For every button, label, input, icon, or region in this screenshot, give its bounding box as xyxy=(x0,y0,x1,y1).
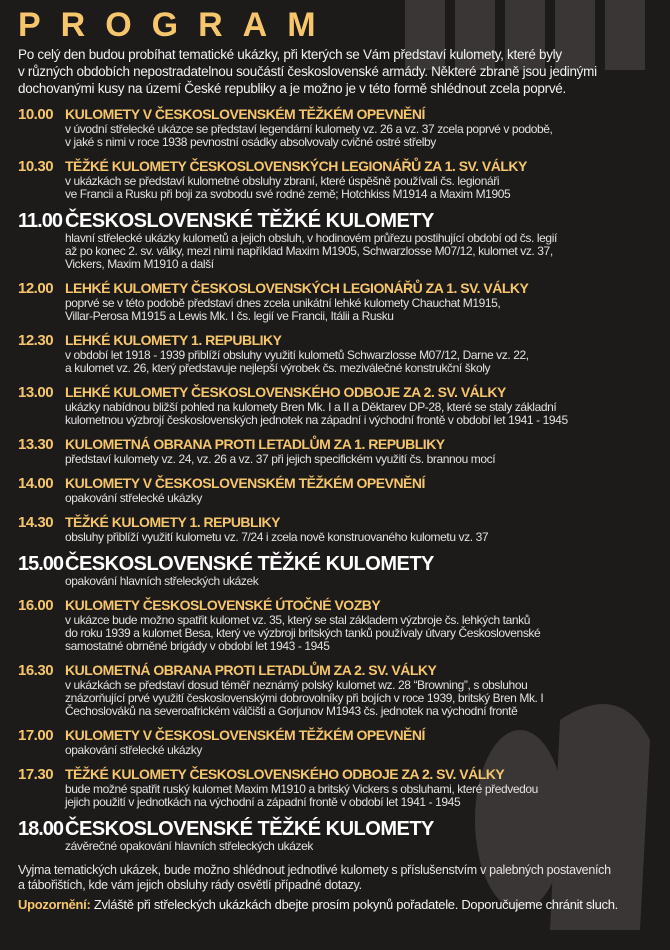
entry-time: 10.30 xyxy=(18,158,54,175)
program-entry xyxy=(18,210,660,271)
entry-title: LEHKÉ KULOMETY 1. REPUBLIKY xyxy=(65,332,282,348)
entry-time: 12.30 xyxy=(18,332,54,349)
description-line: Villar-Perosa M1915 a Lewis Mk. I čs. legií ve Francii, Itálii a Rusku xyxy=(65,309,394,323)
poster-content xyxy=(18,6,660,913)
entry-description xyxy=(65,840,660,853)
entry-body xyxy=(65,766,660,809)
entry-body xyxy=(65,158,660,201)
description-line: obsluhy přiblíží využití kulometu vz. 7/24 i zcela nově konstruovaného kulometu vz. 37 xyxy=(65,530,489,544)
intro-paragraph xyxy=(18,46,660,97)
entry-description xyxy=(65,232,660,271)
entry-description xyxy=(65,175,660,201)
entry-title: KULOMETNÁ OBRANA PROTI LETADLŮM ZA 2. SV. VÁLKY xyxy=(65,662,437,678)
entry-time: 14.00 xyxy=(18,475,54,492)
entry-title: KULOMETY V ČESKOSLOVENSKÉM TĚŽKÉM OPEVNĚNÍ xyxy=(65,475,425,491)
intro-line: dochovanými kusy na území České republiky a je možno je v této formě shlédnout zcela poprvé. xyxy=(18,81,566,96)
entry-body xyxy=(65,384,660,427)
description-line: samostatné obrněné brigády v období let 1943 - 1945 xyxy=(65,639,330,653)
description-line: ukázky nabídnou bližší pohled na kulomety Bren Mk. I a II a Děktarev DP-28, které se staly základní xyxy=(65,400,557,414)
entry-body xyxy=(65,818,660,853)
description-line: představí kulomety vz. 24, vz. 26 a vz. 37 při jejich specifickém využití čs. brannou mocí xyxy=(65,452,496,466)
description-line: v úvodní střelecké ukázce se představí legendární kulomety vz. 26 a vz. 37 zcela poprvé v podobě, xyxy=(65,122,553,136)
program-entry xyxy=(18,280,660,323)
program-entry xyxy=(18,332,660,375)
description-line: opakování střelecké ukázky xyxy=(65,743,203,757)
entry-title: KULOMETY V ČESKOSLOVENSKÉM TĚŽKÉM OPEVNĚNÍ xyxy=(65,106,425,122)
entry-time: 17.30 xyxy=(18,766,54,783)
program-list xyxy=(18,106,660,853)
entry-body xyxy=(65,553,660,588)
description-line: kulometnou výzbrojí československých jednotek na západní i východní frontě v období let 1941 - 1945 xyxy=(65,413,568,427)
program-entry xyxy=(18,384,660,427)
description-line: v období let 1918 - 1939 přiblíží obsluhy využití kulometů Schwarzlosse M07/12, Darne vz. 22, xyxy=(65,348,529,362)
entry-time: 15.00 xyxy=(18,553,64,575)
description-line: ve Francii a Rusku při boji za svobodu své rodné země; Hotchkiss M1914 a Maxim M1905 xyxy=(65,187,511,201)
intro-line: v různých obdobích nepostradatelnou součástí československé armády. Některé zbraně jsou jedinými xyxy=(18,64,597,79)
program-entry xyxy=(18,727,660,757)
description-line: do roku 1939 a kulomet Besa, který ve výzbroji britských tanků používaly útvary Československé xyxy=(65,626,541,640)
description-line: Čechoslováků na severoafrickém válčišti a Gorjunov M1943 čs. jednotek na východní frontě xyxy=(65,704,518,718)
entry-description xyxy=(65,401,660,427)
entry-description xyxy=(65,531,660,544)
program-entry xyxy=(18,158,660,201)
warning-label: Upozornění: xyxy=(18,897,91,912)
entry-title: KULOMETNÁ OBRANA PROTI LETADLŮM ZA 1. REPUBLIKY xyxy=(65,436,445,452)
entry-body xyxy=(65,597,660,653)
description-line: Vickers, Maxim M1910 a další xyxy=(65,257,214,271)
entry-body xyxy=(65,727,660,757)
entry-body xyxy=(65,662,660,718)
entry-time: 13.30 xyxy=(18,436,54,453)
entry-time: 10.00 xyxy=(18,106,54,123)
description-line: poprvé se v této podobě představí dnes zcela unikátní lehké kulomety Chauchat M1915, xyxy=(65,296,501,310)
entry-description xyxy=(65,575,660,588)
program-entry xyxy=(18,475,660,505)
entry-description xyxy=(65,783,660,809)
entry-description xyxy=(65,123,660,149)
entry-time: 18.00 xyxy=(18,818,64,840)
intro-line: Po celý den budou probíhat tematické ukázky, při kterých se Vám představí kulomety, které byly xyxy=(18,47,562,62)
description-line: jejich použití v jednotkách na východní a západní frontě v období let 1941 - 1945 xyxy=(65,795,461,809)
description-line: opakování hlavních střeleckých ukázek xyxy=(65,574,259,588)
footer-note xyxy=(18,863,660,893)
entry-body xyxy=(65,106,660,149)
entry-time: 12.00 xyxy=(18,280,54,297)
entry-title: TĚŽKÉ KULOMETY 1. REPUBLIKY xyxy=(65,514,280,530)
program-entry xyxy=(18,553,660,588)
description-line: znázorňující prvé využití československými dobrovolníky při bojích v roce 1939, britský Bren Mk. I xyxy=(65,691,544,705)
entry-time: 14.30 xyxy=(18,514,54,531)
entry-title: ČESKOSLOVENSKÉ TĚŽKÉ KULOMETY xyxy=(65,818,434,840)
entry-time: 16.00 xyxy=(18,597,54,614)
description-line: v ukázce bude možno spatřit kulomet vz. 35, který se stal základem výzbroje čs. lehkých tanků xyxy=(65,613,531,627)
warning-note xyxy=(18,897,660,913)
warning-text: Zvláště při střeleckých ukázkách dbejte prosím pokynů pořadatele. Doporučujeme chránit sluch. xyxy=(90,897,618,912)
entry-time: 11.00 xyxy=(18,210,62,232)
description-line: v ukázkách se představí kulometné obsluhy zbraní, které úspěšně používali čs. legionáři xyxy=(65,174,500,188)
entry-body xyxy=(65,210,660,271)
description-line: bude možné spatřit ruský kulomet Maxim M1910 a britský Vickers s obsluhami, které předvedou xyxy=(65,782,538,796)
program-entry xyxy=(18,597,660,653)
entry-description xyxy=(65,614,660,653)
entry-title: ČESKOSLOVENSKÉ TĚŽKÉ KULOMETY xyxy=(65,553,434,575)
entry-description xyxy=(65,297,660,323)
page-title: PROGRAM xyxy=(18,6,336,44)
entry-description xyxy=(65,744,660,757)
description-line: až po konec 2. sv. války, mezi nimi například Maxim M1905, Schwarzlosse M07/12, kulomet vz. 37, xyxy=(65,244,553,258)
entry-body xyxy=(65,280,660,323)
entry-body xyxy=(65,514,660,544)
program-entry xyxy=(18,766,660,809)
entry-title: KULOMETY V ČESKOSLOVENSKÉM TĚŽKÉM OPEVNĚNÍ xyxy=(65,727,425,743)
entry-description xyxy=(65,453,660,466)
entry-description xyxy=(65,349,660,375)
program-entry xyxy=(18,818,660,853)
footer-line: Vyjma tematických ukázek, bude možno shlédnout jednotlivé kulomety s příslušenstvím v palebných postaveních xyxy=(18,863,611,877)
description-line: hlavní střelecké ukázky kulometů a jejich obsluh, v hodinovém průřezu postihující období od čs. legií xyxy=(65,231,557,245)
entry-title: KULOMETY ČESKOSLOVENSKÉ ÚTOČNÉ VOZBY xyxy=(65,597,381,613)
entry-description xyxy=(65,679,660,718)
entry-time: 13.00 xyxy=(18,384,54,401)
program-entry xyxy=(18,662,660,718)
entry-body xyxy=(65,436,660,466)
entry-title: ČESKOSLOVENSKÉ TĚŽKÉ KULOMETY xyxy=(65,210,434,232)
entry-title: TĚŽKÉ KULOMETY ČESKOSLOVENSKÝCH LEGIONÁŘŮ ZA 1. SV. VÁLKY xyxy=(65,158,527,174)
program-entry xyxy=(18,514,660,544)
entry-description xyxy=(65,492,660,505)
description-line: opakování střelecké ukázky xyxy=(65,491,203,505)
entry-title: LEHKÉ KULOMETY ČESKOSLOVENSKÝCH LEGIONÁŘŮ ZA 1. SV. VÁLKY xyxy=(65,280,529,296)
footer-line: a tábořištích, kde vám jejich obsluhy rády osvětlí případné dotazy. xyxy=(18,878,362,892)
entry-body xyxy=(65,332,660,375)
program-entry xyxy=(18,106,660,149)
description-line: v jaké s nimi v roce 1938 pevnostní osádky absolvovaly cvičné ostré střelby xyxy=(65,135,436,149)
description-line: a kulomet vz. 26, který představuje nejlepší výrobek čs. meziválečné konstrukční školy xyxy=(65,361,491,375)
description-line: v ukázkách se představí dosud téměř neznámý polský kulomet wz. 28 “Browning”, s obsluhou xyxy=(65,678,528,692)
entry-title: LEHKÉ KULOMETY ČESKOSLOVENSKÉHO ODBOJE ZA 2. SV. VÁLKY xyxy=(65,384,506,400)
description-line: závěrečné opakování hlavních střeleckých ukázek xyxy=(65,839,314,853)
entry-time: 17.00 xyxy=(18,727,54,744)
program-entry xyxy=(18,436,660,466)
entry-time: 16.30 xyxy=(18,662,54,679)
entry-title: TĚŽKÉ KULOMETY ČESKOSLOVENSKÉHO ODBOJE ZA 2. SV. VÁLKY xyxy=(65,766,505,782)
entry-body xyxy=(65,475,660,505)
